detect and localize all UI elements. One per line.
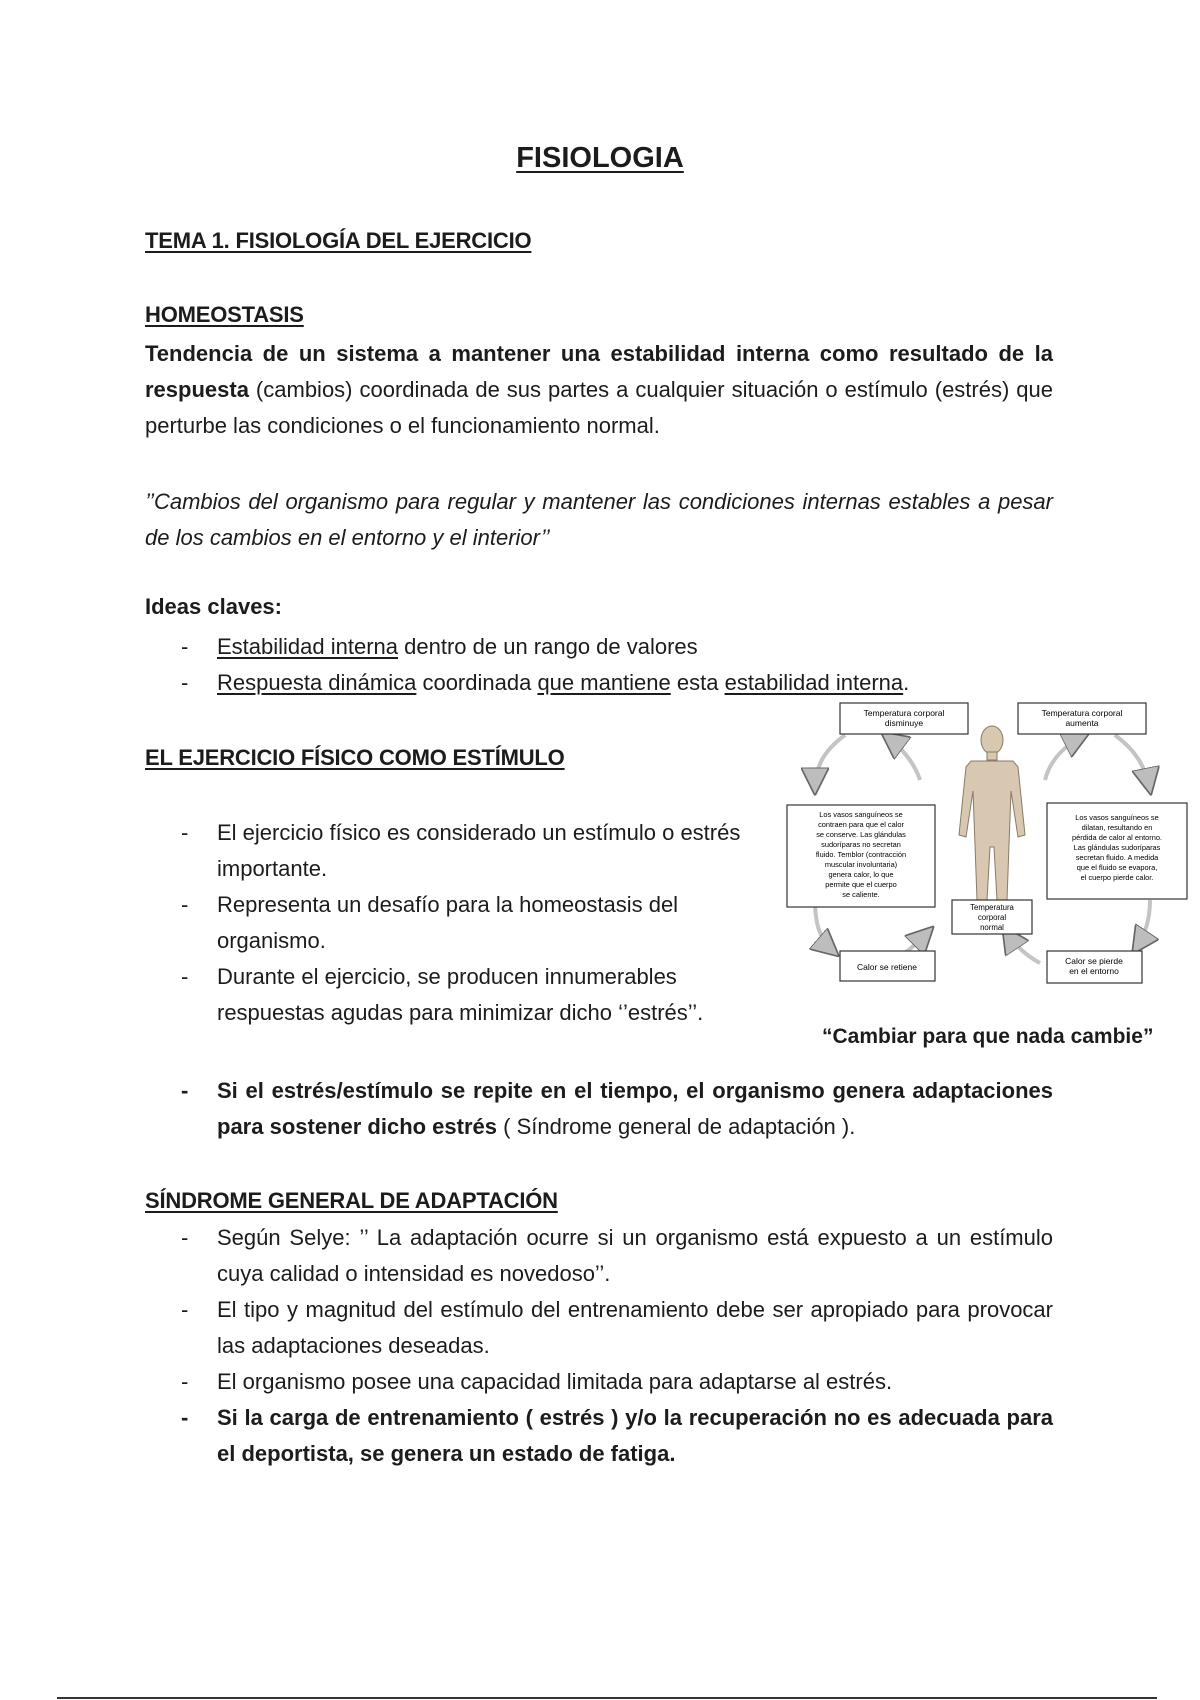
thermoregulation-diagram bbox=[785, 695, 1190, 1015]
box-frio-line: muscular involuntaria) bbox=[824, 860, 898, 869]
box-frio-line: se caliente. bbox=[842, 890, 880, 899]
tema-heading: TEMA 1. FISIOLOGÍA DEL EJERCICIO bbox=[145, 228, 532, 253]
box-temp-normal-line: Temperatura bbox=[970, 903, 1014, 912]
ejercicio-list-2 bbox=[145, 1073, 1053, 1145]
definition-rest: (cambios) coordinada de sus partes a cualquier situación o estímulo (estrés) que perturbe las condiciones o el funcionamiento normal. bbox=[145, 377, 1053, 438]
ejercicio-list bbox=[145, 815, 775, 1031]
homeostasis-heading: HOMEOSTASIS bbox=[145, 302, 304, 327]
ideas-title: Ideas claves: bbox=[145, 594, 282, 619]
arrow-curve bbox=[815, 900, 835, 953]
homeostasis-definition bbox=[145, 336, 1053, 444]
sindrome-item: - Según Selye: ’’ La adaptación ocurre si un organismo está expuesto a un estímulo cuya calidad o intensidad es novedoso’’. bbox=[145, 1220, 1053, 1292]
ejercicio-item: - El ejercicio físico es considerado un estímulo o estrés importante. bbox=[145, 815, 775, 887]
box-frio-line: genera calor, lo que bbox=[828, 870, 894, 879]
arrow-curve bbox=[815, 735, 845, 790]
arrow-curve bbox=[1135, 900, 1150, 950]
sindrome-item: - El organismo posee una capacidad limitada para adaptarse al estrés. bbox=[145, 1364, 1053, 1400]
box-frio-line: Los vasos sanguíneos se bbox=[819, 810, 903, 819]
idea2-mid: coordinada bbox=[416, 670, 538, 695]
arrow-curve bbox=[885, 735, 920, 780]
arrow-curve bbox=[1005, 930, 1040, 963]
box-calor-line: el cuerpo pierde calor. bbox=[1080, 873, 1154, 882]
arrow-curve bbox=[1115, 735, 1150, 790]
ejercicio-item: - Durante el ejercicio, se producen innumerables respuestas agudas para minimizar dicho ‘’estrés’’. bbox=[145, 959, 775, 1031]
box-calor-line: pérdida de calor al entorno. bbox=[1072, 833, 1162, 842]
box-calor-line: dilatan, resultando en bbox=[1081, 823, 1153, 832]
box-calor-line: que el fluido se evapora, bbox=[1076, 863, 1158, 872]
ejercicio-heading: EL EJERCICIO FÍSICO COMO ESTÍMULO bbox=[145, 745, 565, 770]
definition-bold: Tendencia de un sistema a mantener una estabilidad interna como resultado de la respuesta bbox=[145, 341, 1053, 402]
box-frio-text bbox=[816, 810, 906, 899]
box-temp-normal-line: corporal bbox=[977, 913, 1007, 922]
box-temp-disminuye-line1: Temperatura corporal bbox=[863, 708, 945, 718]
box-temp-aumenta-line2: aumenta bbox=[1065, 718, 1099, 728]
idea2-underlined-2: que mantiene bbox=[537, 670, 671, 695]
box-temp-aumenta-line1: Temperatura corporal bbox=[1041, 708, 1123, 718]
ejercicio-item-adaptacion bbox=[145, 1073, 1053, 1145]
sindrome-list bbox=[145, 1220, 1053, 1472]
item4-rest: ( Síndrome general de adaptación ). bbox=[497, 1114, 856, 1139]
box-temp-normal-line: normal bbox=[980, 923, 1004, 932]
box-calor-line: secretan fluido. A medida bbox=[1075, 853, 1159, 862]
idea2-underlined-1: Respuesta dinámica bbox=[217, 670, 417, 695]
idea1-underlined: Estabilidad interna bbox=[217, 634, 399, 659]
diagram-caption: “Cambiar para que nada cambie” bbox=[822, 1025, 1154, 1048]
box-calor-pierde-line2: en el entorno bbox=[1069, 966, 1119, 976]
footer-divider bbox=[57, 1697, 1157, 1699]
arrow-curve bbox=[1045, 735, 1085, 780]
idea2-underlined-3: estabilidad interna bbox=[724, 670, 904, 695]
idea2-end: . bbox=[903, 670, 910, 695]
box-frio-line: sudoríparas no secretan bbox=[821, 840, 901, 849]
box-calor-text bbox=[1072, 813, 1162, 882]
sindrome-heading: SÍNDROME GENERAL DE ADAPTACIÓN bbox=[145, 1188, 558, 1213]
sindrome-item: - El tipo y magnitud del estímulo del entrenamiento debe ser apropiado para provocar las adaptaciones deseadas. bbox=[145, 1292, 1053, 1364]
idea2-mid2: esta bbox=[670, 670, 725, 695]
box-calor-retiene-text: Calor se retiene bbox=[856, 962, 918, 972]
box-frio-line: fluido. Temblor (contracción bbox=[815, 850, 907, 859]
box-frio-line: se conserve. Las glándulas bbox=[816, 830, 906, 839]
idea1-rest: dentro de un rango de valores bbox=[398, 634, 698, 659]
box-calor-line: Los vasos sanguíneos se bbox=[1075, 813, 1159, 822]
sindrome-item-fatiga: - Si la carga de entrenamiento ( estrés ) y/o la recuperación no es adecuada para el deportista, se genera un estado de fatiga. bbox=[145, 1400, 1053, 1472]
box-temp-disminuye-line2: disminuye bbox=[884, 718, 924, 728]
item4-bold: Si el estrés/estímulo se repite en el tiempo, el organismo genera adaptaciones para sostener dicho estrés bbox=[217, 1078, 1053, 1139]
ejercicio-item: - Representa un desafío para la homeostasis del organismo. bbox=[145, 887, 775, 959]
human-body-figure bbox=[959, 726, 1025, 900]
ideas-list bbox=[145, 629, 1053, 701]
box-calor-line: Las glándulas sudoríparas bbox=[1073, 843, 1161, 852]
idea-item bbox=[145, 629, 1053, 665]
box-frio-line: permite que el cuerpo bbox=[825, 880, 897, 889]
page-title: FISIOLOGIA bbox=[516, 142, 684, 174]
box-frio-line: contraen para que el calor bbox=[818, 820, 904, 829]
box-calor-pierde-line1: Calor se pierde bbox=[1065, 956, 1123, 966]
homeostasis-quote: ’’Cambios del organismo para regular y mantener las condiciones internas estables a pesar de los cambios en el entorno y el interior’’ bbox=[145, 489, 1053, 550]
